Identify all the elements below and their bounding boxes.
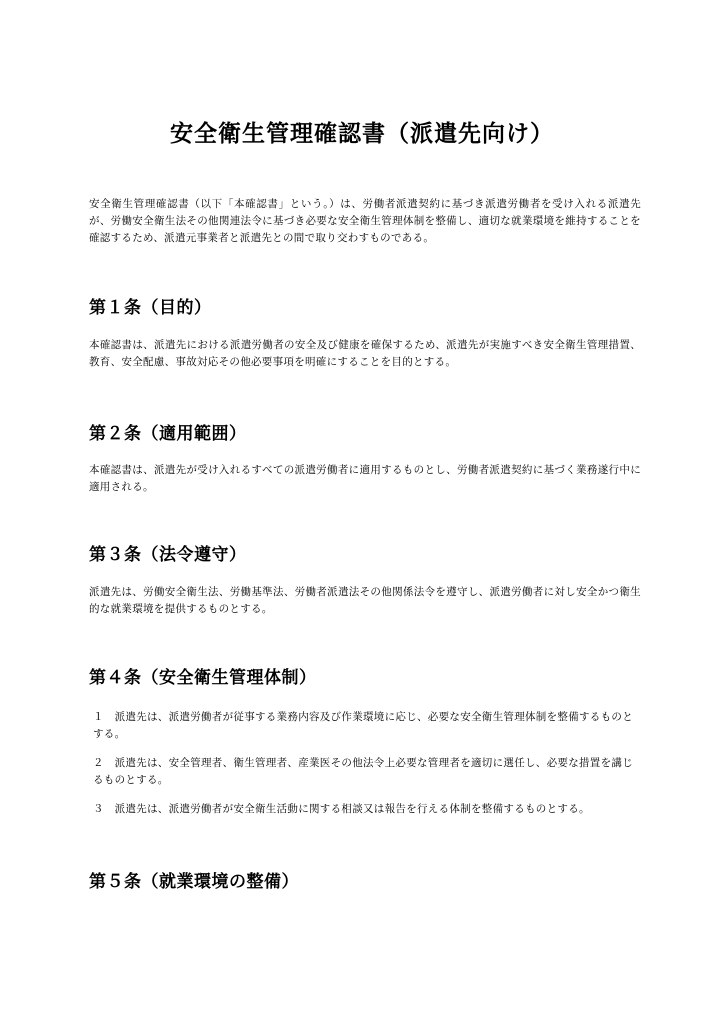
article-4-item-3: ３ 派遣先は、派遣労働者が安全衛生活動に関する相談又は報告を行える体制を整備するものとする。 <box>93 803 590 815</box>
intro-paragraph: 安全衛生管理確認書（以下「本確認書」という。）は、労働者派遣契約に基づき派遣労働者を受け入れる派遣先が、労働安全衛生法その他関連法令に基づき必要な安全衛生管理体制を整備し、適切な就業環境を維持することを確認するため、派遣元事業者と派遣先との間で取り交わすものである。 <box>89 198 641 244</box>
article-4-item-2: ２ 派遣先は、安全管理者、衛生管理者、産業医その他法令上必要な管理者を適切に選任し、必要な措置を講じるものとする。 <box>93 757 633 786</box>
article-1-body: 本確認書は、派遣先における派遣労働者の安全及び健康を確保するため、派遣先が実施すべき安全衛生管理措置、教育、安全配慮、事故対応その他必要事項を明確にすることを目的とする。 <box>89 339 641 368</box>
article-5-heading: 第５条（就業環境の整備） <box>89 872 299 892</box>
article-4-item-1: １ 派遣先は、派遣労働者が従事する業務内容及び作業環境に応じ、必要な安全衛生管理体制を整備するものとする。 <box>93 711 633 740</box>
article-4-heading: 第４条（安全衛生管理体制） <box>89 668 317 688</box>
article-1-heading: 第１条（目的） <box>89 298 212 318</box>
document-title: 安全衛生管理確認書（派遣先向け） <box>170 121 554 147</box>
article-2-body: 本確認書は、派遣先が受け入れるすべての派遣労働者に適用するものとし、労働者派遣契約に基づく業務遂行中に適用される。 <box>89 464 641 493</box>
article-3-heading: 第３条（法令遵守） <box>89 545 247 565</box>
article-2-heading: 第２条（適用範囲） <box>89 424 247 444</box>
article-3-body: 派遣先は、労働安全衛生法、労働基準法、労働者派遣法その他関係法令を遵守し、派遣労働者に対し安全かつ衛生的な就業環境を提供するものとする。 <box>89 586 641 615</box>
